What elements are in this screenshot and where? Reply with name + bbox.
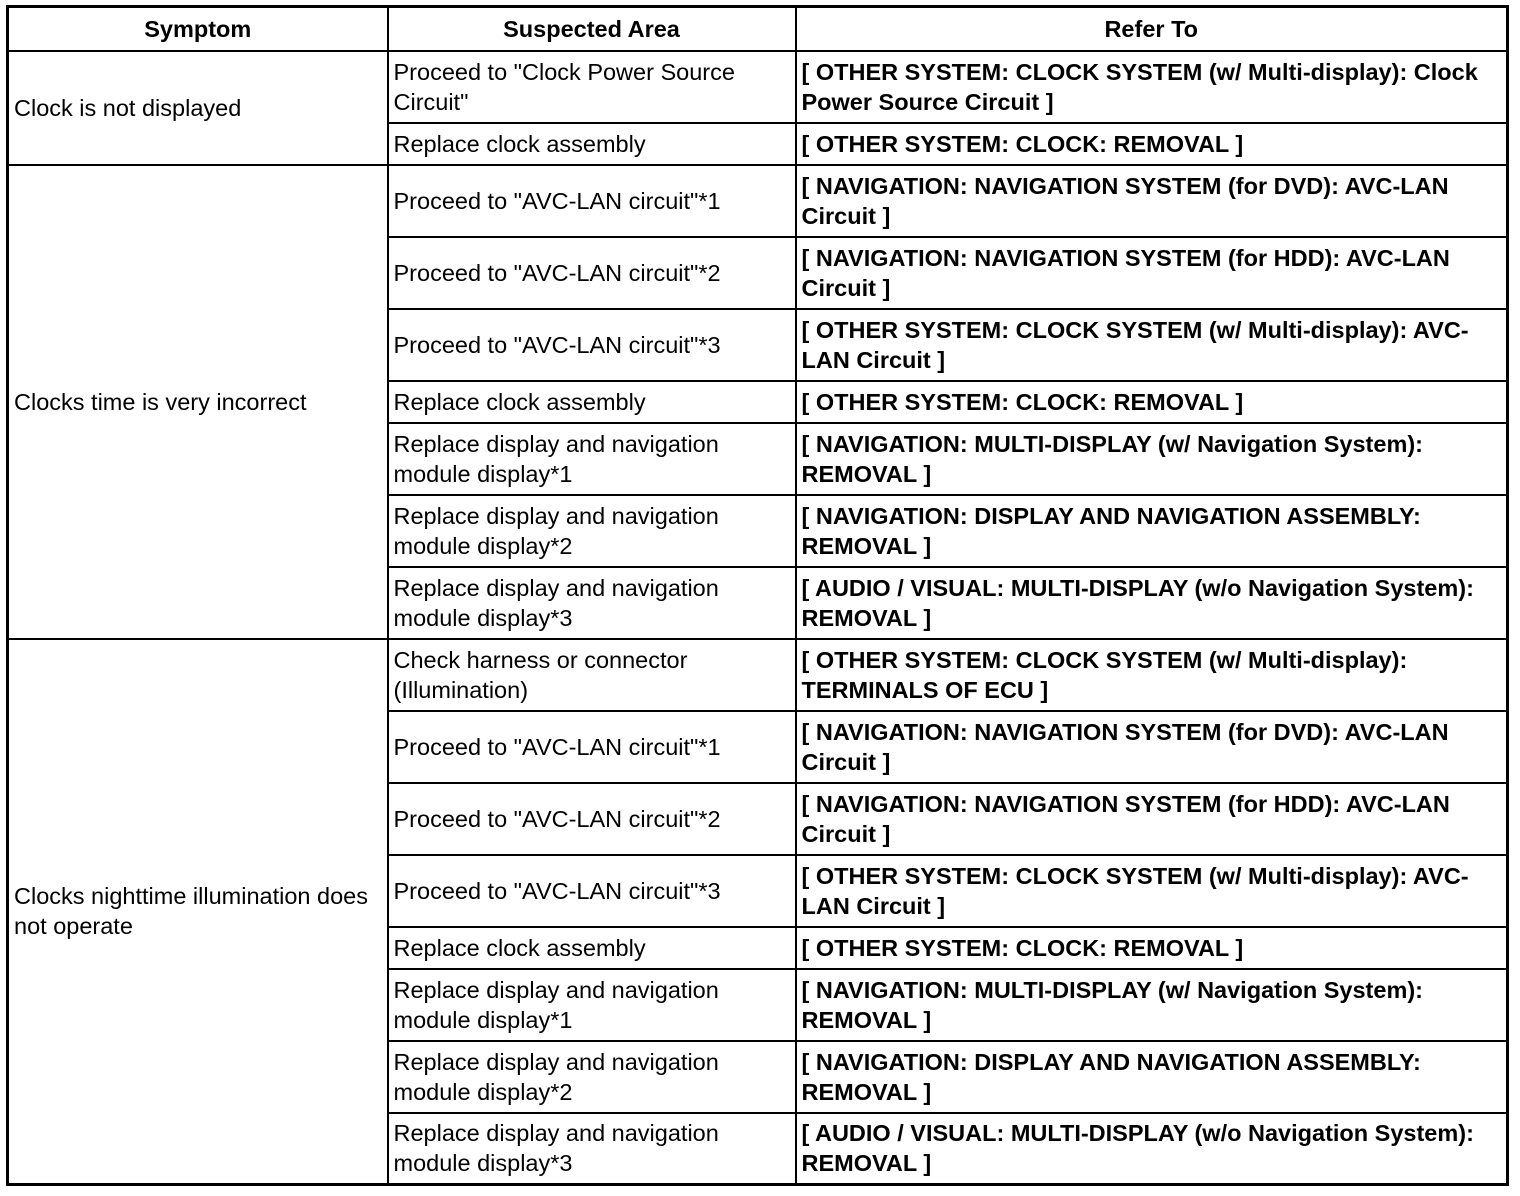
refer-to-link[interactable]: [ NAVIGATION: NAVIGATION SYSTEM (for DVD): AVC-LAN Circuit ] <box>796 711 1508 783</box>
suspected-area-cell: Replace display and navigation module display*1 <box>388 423 796 495</box>
suspected-area-cell: Proceed to "AVC-LAN circuit"*3 <box>388 309 796 381</box>
refer-to-link[interactable]: [ OTHER SYSTEM: CLOCK SYSTEM (w/ Multi-display): AVC-LAN Circuit ] <box>796 309 1508 381</box>
header-symptom: Symptom <box>8 7 388 51</box>
refer-to-link[interactable]: [ AUDIO / VISUAL: MULTI-DISPLAY (w/o Navigation System): REMOVAL ] <box>796 1113 1508 1185</box>
table-row <box>8 639 1508 711</box>
refer-to-link[interactable]: [ OTHER SYSTEM: CLOCK SYSTEM (w/ Multi-display): TERMINALS OF ECU ] <box>796 639 1508 711</box>
symptom-cell: Clock is not displayed <box>8 51 388 165</box>
suspected-area-cell: Replace clock assembly <box>388 123 796 165</box>
suspected-area-cell: Proceed to "AVC-LAN circuit"*2 <box>388 783 796 855</box>
suspected-area-cell: Proceed to "AVC-LAN circuit"*2 <box>388 237 796 309</box>
refer-to-link[interactable]: [ OTHER SYSTEM: CLOCK SYSTEM (w/ Multi-display): Clock Power Source Circuit ] <box>796 51 1508 123</box>
suspected-area-cell: Proceed to "Clock Power Source Circuit" <box>388 51 796 123</box>
suspected-area-cell: Proceed to "AVC-LAN circuit"*3 <box>388 855 796 927</box>
refer-to-link[interactable]: [ AUDIO / VISUAL: MULTI-DISPLAY (w/o Navigation System): REMOVAL ] <box>796 567 1508 639</box>
refer-to-link[interactable]: [ NAVIGATION: NAVIGATION SYSTEM (for DVD): AVC-LAN Circuit ] <box>796 165 1508 237</box>
suspected-area-cell: Check harness or connector (Illumination) <box>388 639 796 711</box>
symptom-cell: Clocks nighttime illumination does not operate <box>8 639 388 1185</box>
symptom-table <box>6 5 1509 1186</box>
refer-to-link[interactable]: [ OTHER SYSTEM: CLOCK: REMOVAL ] <box>796 381 1508 423</box>
refer-to-link[interactable]: [ NAVIGATION: NAVIGATION SYSTEM (for HDD): AVC-LAN Circuit ] <box>796 783 1508 855</box>
suspected-area-cell: Replace display and navigation module display*3 <box>388 1113 796 1185</box>
refer-to-link[interactable]: [ NAVIGATION: DISPLAY AND NAVIGATION ASSEMBLY: REMOVAL ] <box>796 1041 1508 1113</box>
refer-to-link[interactable]: [ OTHER SYSTEM: CLOCK SYSTEM (w/ Multi-display): AVC-LAN Circuit ] <box>796 855 1508 927</box>
refer-to-link[interactable]: [ OTHER SYSTEM: CLOCK: REMOVAL ] <box>796 123 1508 165</box>
refer-to-link[interactable]: [ NAVIGATION: NAVIGATION SYSTEM (for HDD): AVC-LAN Circuit ] <box>796 237 1508 309</box>
refer-to-link[interactable]: [ NAVIGATION: DISPLAY AND NAVIGATION ASSEMBLY: REMOVAL ] <box>796 495 1508 567</box>
refer-to-link[interactable]: [ OTHER SYSTEM: CLOCK: REMOVAL ] <box>796 927 1508 969</box>
header-refer-to: Refer To <box>796 7 1508 51</box>
suspected-area-cell: Replace display and navigation module display*3 <box>388 567 796 639</box>
suspected-area-cell: Replace clock assembly <box>388 927 796 969</box>
table-row <box>8 165 1508 237</box>
suspected-area-cell: Replace clock assembly <box>388 381 796 423</box>
suspected-area-cell: Replace display and navigation module display*2 <box>388 495 796 567</box>
header-row <box>8 7 1508 51</box>
suspected-area-cell: Replace display and navigation module display*1 <box>388 969 796 1041</box>
suspected-area-cell: Proceed to "AVC-LAN circuit"*1 <box>388 165 796 237</box>
suspected-area-cell: Replace display and navigation module display*2 <box>388 1041 796 1113</box>
refer-to-link[interactable]: [ NAVIGATION: MULTI-DISPLAY (w/ Navigation System): REMOVAL ] <box>796 423 1508 495</box>
suspected-area-cell: Proceed to "AVC-LAN circuit"*1 <box>388 711 796 783</box>
symptom-cell: Clocks time is very incorrect <box>8 165 388 639</box>
table-row <box>8 51 1508 123</box>
refer-to-link[interactable]: [ NAVIGATION: MULTI-DISPLAY (w/ Navigation System): REMOVAL ] <box>796 969 1508 1041</box>
header-suspected-area: Suspected Area <box>388 7 796 51</box>
